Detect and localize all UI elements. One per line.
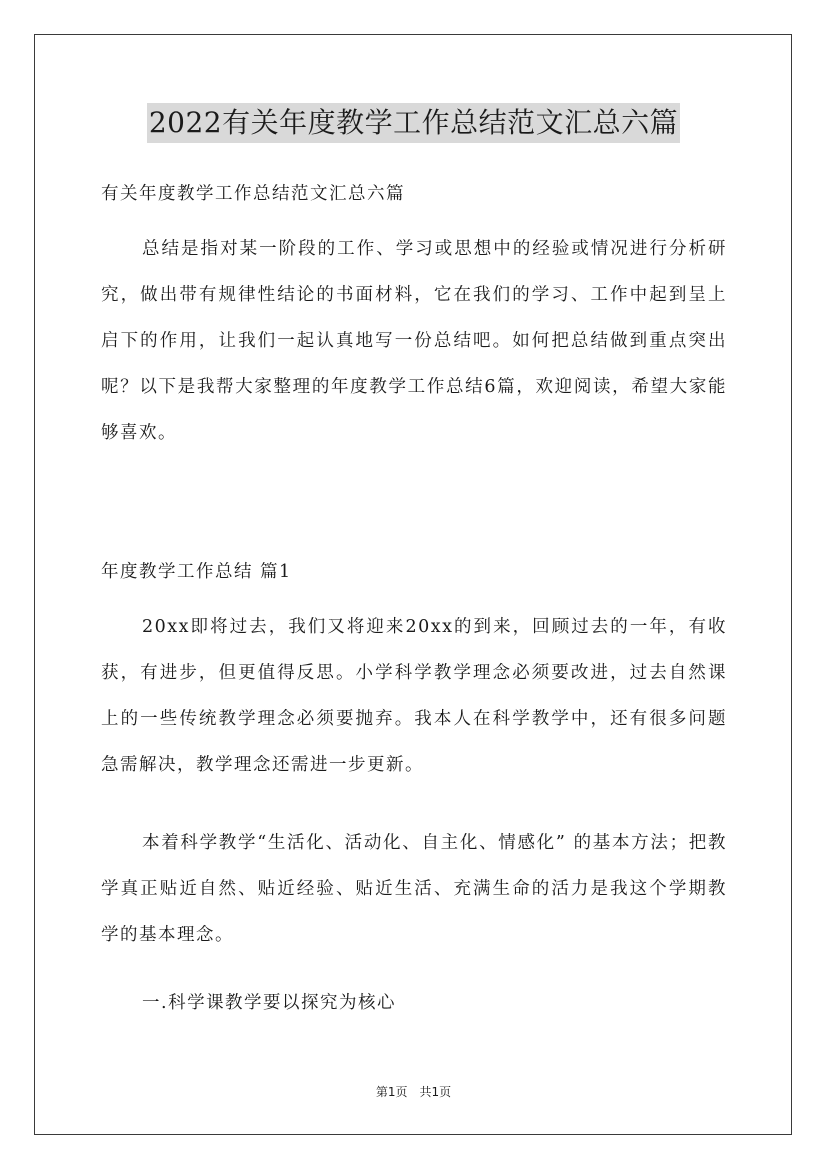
intro-paragraph: 总结是指对某一阶段的工作、学习或思想中的经验或情况进行分析研究，做出带有规律性结论的书面材料，它在我们的学习、工作中起到呈上启下的作用，让我们一起认真地写一份总结吧。如何把总结做到重点突出呢？以下是我帮大家整理的年度教学工作总结6篇，欢迎阅读，希望大家能够喜欢。 <box>101 239 727 443</box>
section-heading: 年度教学工作总结 篇1 <box>101 562 292 582</box>
document-subtitle: 有关年度教学工作总结范文汇总六篇 <box>101 184 405 204</box>
page-footer: 第1页 共1页 <box>375 1085 452 1099</box>
body-paragraph: 20xx即将过去，我们又将迎来20xx的到来，回顾过去的一年，有收获，有进步，但更值得反思。小学科学教学理念必须要改进，过去自然课上的一些传统教学理念必须要抛弃。我本人在科学教学中，还有很多问题急需解决，教学理念还需进一步更新。 <box>101 617 727 775</box>
document-title: 2022有关年度教学工作总结范文汇总六篇 <box>147 103 680 143</box>
list-item-heading: 一.科学课教学要以探究为核心 <box>142 993 397 1013</box>
body-paragraph: 本着科学教学“生活化、活动化、自主化、情感化” 的基本方法；把教学真正贴近自然、贴近经验、贴近生活、充满生命的活力是我这个学期教学的基本理念。 <box>101 833 727 945</box>
document-title-wrapper <box>0 103 827 143</box>
